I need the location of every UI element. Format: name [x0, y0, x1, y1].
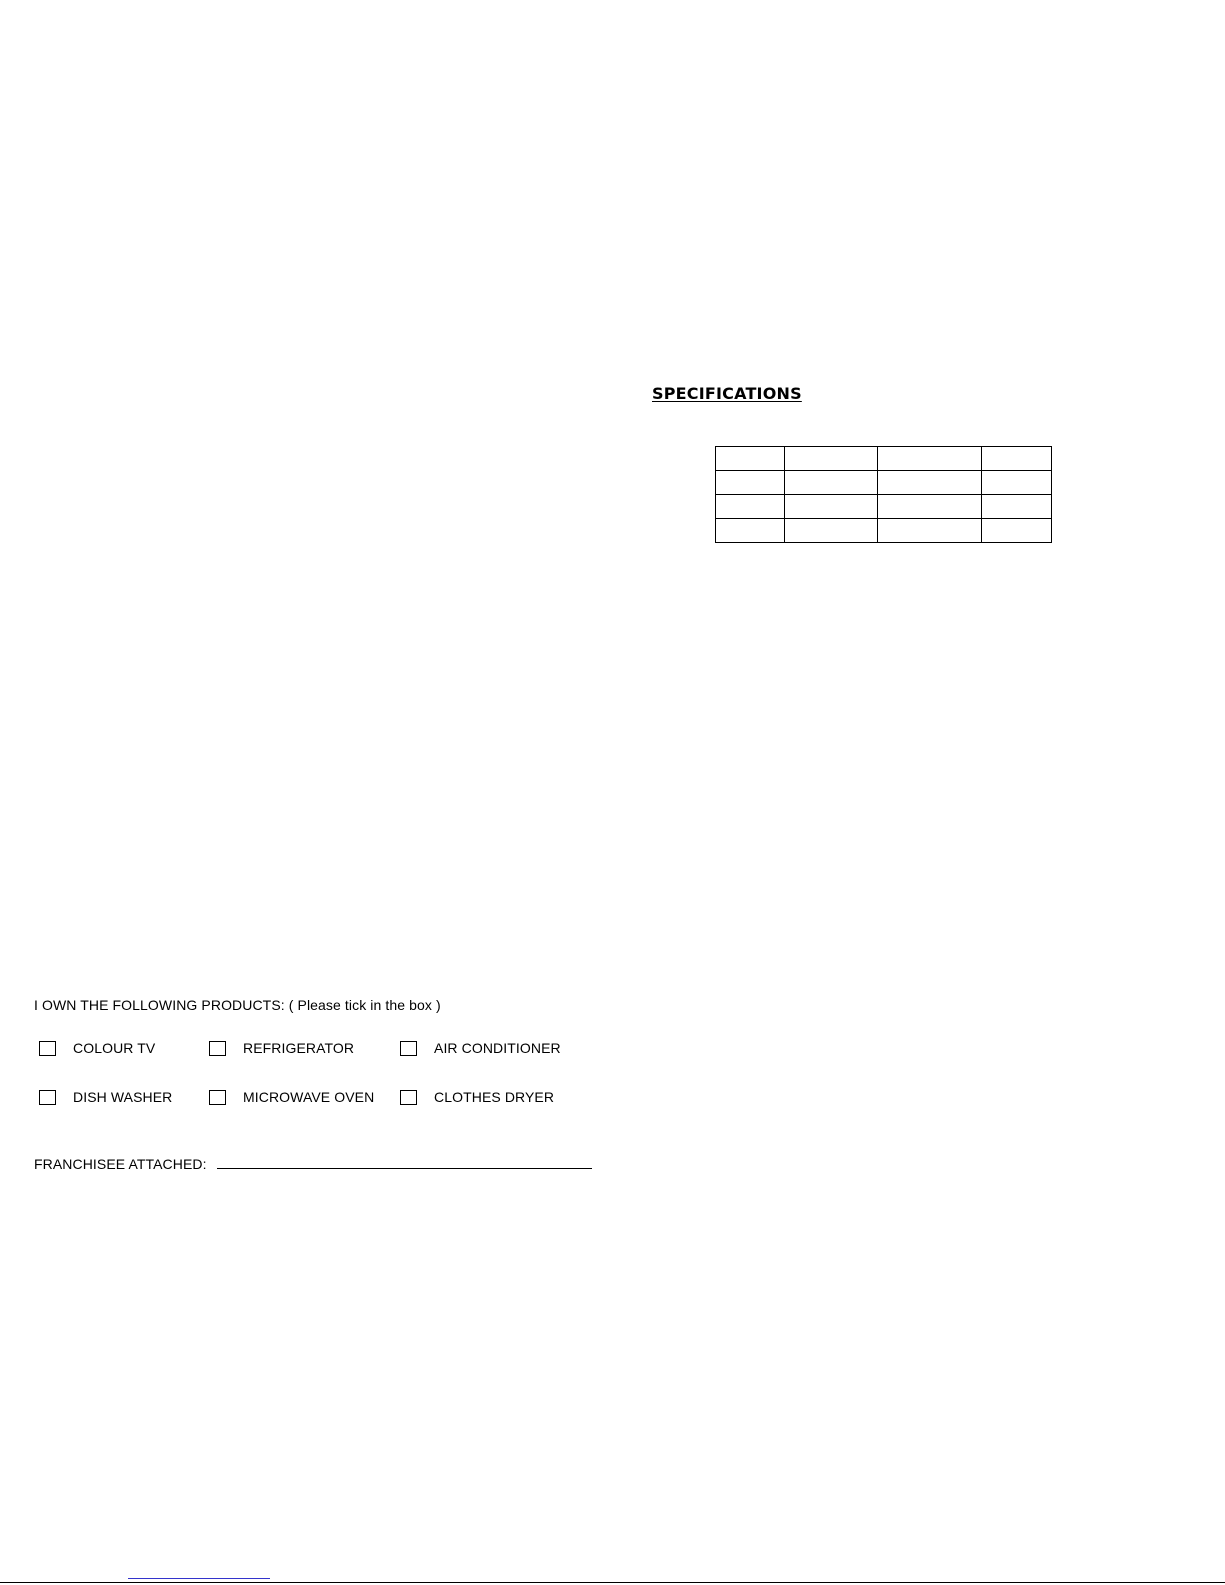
table-cell [878, 495, 982, 519]
clothes-dryer-label: CLOTHES DRYER [434, 1089, 555, 1105]
table-cell [716, 471, 785, 495]
table-cell [982, 471, 1052, 495]
table-cell [982, 519, 1052, 543]
microwave-oven-label: MICROWAVE OVEN [243, 1089, 375, 1105]
table-cell [878, 519, 982, 543]
table-cell [982, 447, 1052, 471]
table-cell [785, 447, 878, 471]
table-cell [785, 495, 878, 519]
page-bottom-rule [0, 1582, 1225, 1583]
products-heading: I OWN THE FOLLOWING PRODUCTS: ( Please tick in the box ) [34, 997, 441, 1013]
table-cell [785, 471, 878, 495]
colour-tv-label: COLOUR TV [73, 1040, 156, 1056]
product-option-microwave-oven[interactable] [209, 1089, 374, 1105]
specifications-title: SPECIFICATIONS [652, 384, 802, 403]
franchisee-label: FRANCHISEE ATTACHED: [34, 1156, 207, 1172]
bottom-link-underline [128, 1578, 270, 1579]
table-row [716, 519, 1052, 543]
table-row [716, 447, 1052, 471]
colour-tv-checkbox[interactable] [39, 1041, 56, 1056]
table-cell [982, 495, 1052, 519]
refrigerator-checkbox[interactable] [209, 1041, 226, 1056]
franchisee-input-line[interactable] [217, 1167, 592, 1169]
product-option-air-conditioner[interactable] [400, 1040, 561, 1056]
product-option-refrigerator[interactable] [209, 1040, 354, 1056]
table-cell [716, 495, 785, 519]
dish-washer-label: DISH WASHER [73, 1089, 173, 1105]
air-conditioner-checkbox[interactable] [400, 1041, 417, 1056]
table-row [716, 495, 1052, 519]
dish-washer-checkbox[interactable] [39, 1090, 56, 1105]
clothes-dryer-checkbox[interactable] [400, 1090, 417, 1105]
franchisee-field[interactable] [34, 1156, 592, 1172]
table-cell [878, 447, 982, 471]
product-option-dish-washer[interactable] [39, 1089, 172, 1105]
table-row [716, 471, 1052, 495]
product-option-colour-tv[interactable] [39, 1040, 155, 1056]
table-cell [878, 471, 982, 495]
table-cell [716, 447, 785, 471]
table-cell [785, 519, 878, 543]
table-cell [716, 519, 785, 543]
refrigerator-label: REFRIGERATOR [243, 1040, 355, 1056]
product-option-clothes-dryer[interactable] [400, 1089, 554, 1105]
air-conditioner-label: AIR CONDITIONER [434, 1040, 561, 1056]
microwave-oven-checkbox[interactable] [209, 1090, 226, 1105]
specifications-table [715, 446, 1052, 543]
